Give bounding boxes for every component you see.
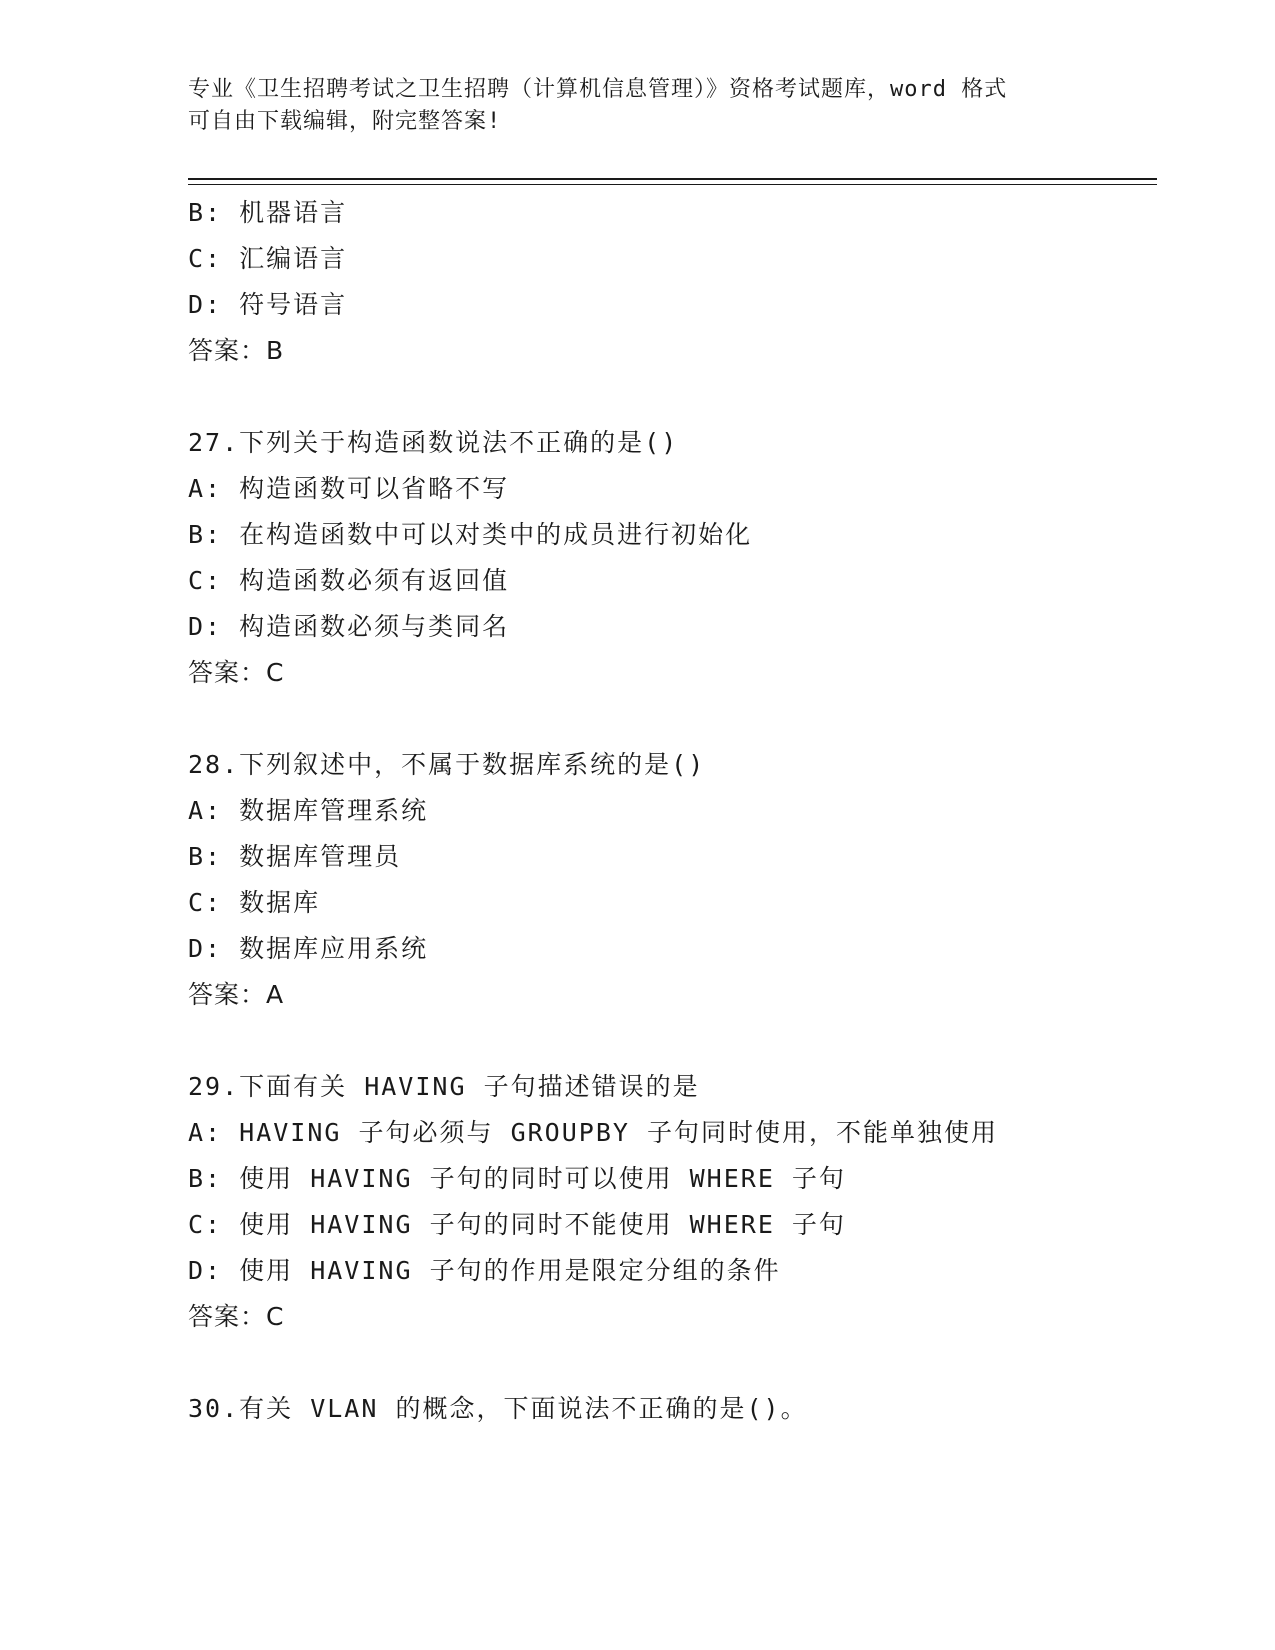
question-stem: 30.有关 VLAN 的概念，下面说法不正确的是()。 — [188, 1394, 808, 1423]
spacer — [188, 374, 1157, 420]
question-28 — [188, 742, 1157, 1018]
option-d: D: 构造函数必须与类同名 — [188, 612, 510, 641]
answer: 答案：C — [188, 1302, 285, 1331]
question-stem: 29.下面有关 HAVING 子句描述错误的是 — [188, 1072, 700, 1101]
option-c: C: 汇编语言 — [188, 244, 348, 273]
option-c: C: 数据库 — [188, 888, 321, 917]
option-a: A: 构造函数可以省略不写 — [188, 474, 510, 503]
question-29 — [188, 1064, 1157, 1340]
header-divider-thick — [188, 178, 1157, 180]
answer: 答案：B — [188, 336, 285, 365]
option-c: C: 使用 HAVING 子句的同时不能使用 WHERE 子句 — [188, 1210, 846, 1239]
option-b: B: 数据库管理员 — [188, 842, 402, 871]
answer: 答案：A — [188, 980, 285, 1009]
question-stem: 27.下列关于构造函数说法不正确的是() — [188, 428, 679, 457]
spacer — [188, 1340, 1157, 1386]
question-stem: 28.下列叙述中，不属于数据库系统的是() — [188, 750, 706, 779]
question-list — [188, 190, 1157, 1432]
spacer — [188, 696, 1157, 742]
spacer — [188, 1018, 1157, 1064]
question-30 — [188, 1386, 1157, 1432]
document-header — [188, 74, 1088, 138]
header-divider-thin — [188, 184, 1157, 185]
option-b: B: 机器语言 — [188, 198, 348, 227]
option-d: D: 数据库应用系统 — [188, 934, 429, 963]
option-d: D: 符号语言 — [188, 290, 348, 319]
answer: 答案：C — [188, 658, 285, 687]
option-d: D: 使用 HAVING 子句的作用是限定分组的条件 — [188, 1256, 781, 1285]
option-b: B: 在构造函数中可以对类中的成员进行初始化 — [188, 520, 753, 549]
question-27 — [188, 420, 1157, 696]
header-line-1: 专业《卫生招聘考试之卫生招聘（计算机信息管理）》资格考试题库，word 格式 — [188, 77, 1008, 102]
question-26-tail — [188, 190, 1157, 374]
header-line-2: 可自由下载编辑，附完整答案! — [188, 109, 502, 134]
option-c: C: 构造函数必须有返回值 — [188, 566, 510, 595]
option-a: A: HAVING 子句必须与 GROUPBY 子句同时使用，不能单独使用 — [188, 1118, 998, 1147]
option-a: A: 数据库管理系统 — [188, 796, 429, 825]
option-b: B: 使用 HAVING 子句的同时可以使用 WHERE 子句 — [188, 1164, 846, 1193]
